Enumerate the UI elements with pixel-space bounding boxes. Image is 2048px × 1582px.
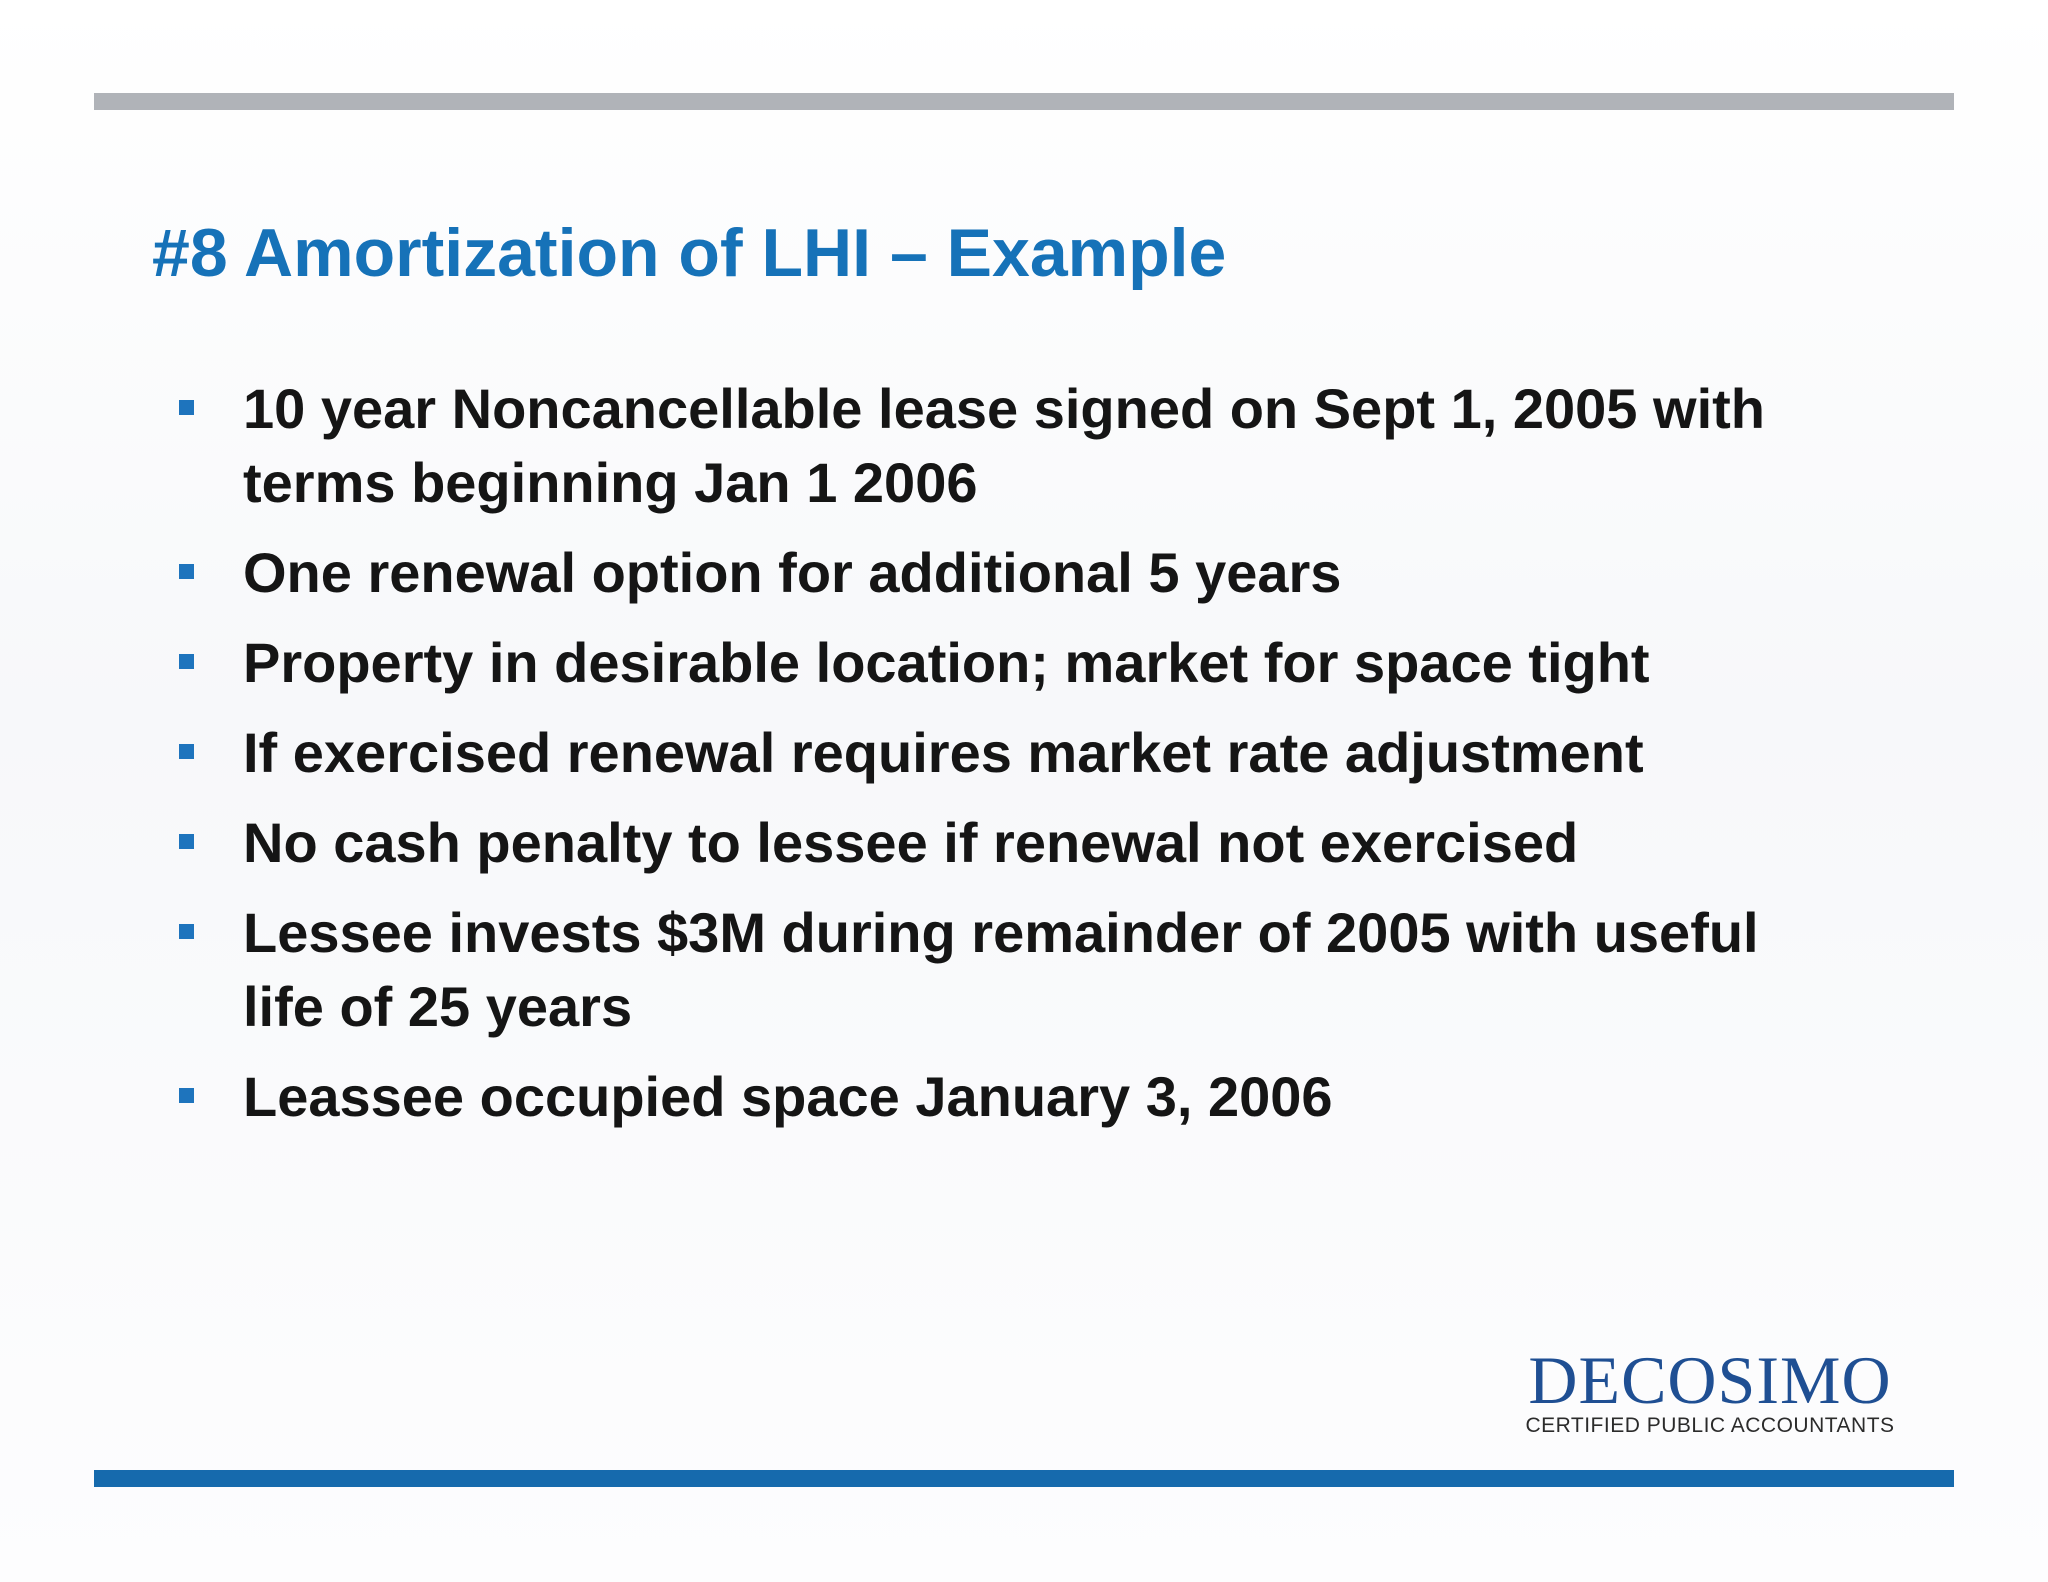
company-logo (1520, 1344, 1900, 1438)
top-divider (94, 93, 1954, 110)
square-bullet-icon (179, 834, 194, 849)
bullet-item (178, 626, 1828, 700)
bullet-text: Property in desirable location; market for space tight (243, 631, 1650, 694)
bullet-item (178, 536, 1828, 610)
bullet-text: Lessee invests $3M during remainder of 2005 with useful life of 25 years (243, 901, 1759, 1038)
logo-wordmark: DECOSIMO (1528, 1342, 1892, 1418)
bullet-text: If exercised renewal requires market rate adjustment (243, 721, 1644, 784)
bullet-text: One renewal option for additional 5 years (243, 541, 1342, 604)
square-bullet-icon (179, 924, 194, 939)
bullet-item (178, 716, 1828, 790)
logo-tagline: CERTIFIED PUBLIC ACCOUNTANTS (1525, 1414, 1895, 1437)
bullet-text: Leassee occupied space January 3, 2006 (243, 1065, 1333, 1128)
square-bullet-icon (179, 744, 194, 759)
bullet-item (178, 372, 1828, 520)
square-bullet-icon (179, 654, 194, 669)
square-bullet-icon (179, 1088, 194, 1103)
bullet-text: 10 year Noncancellable lease signed on Sept 1, 2005 with terms beginning Jan 1 2006 (243, 377, 1765, 514)
slide-title: #8 Amortization of LHI – Example (152, 215, 1227, 291)
bullet-text: No cash penalty to lessee if renewal not exercised (243, 811, 1579, 874)
bottom-divider (94, 1470, 1954, 1487)
bullet-item (178, 1060, 1828, 1134)
bullet-item (178, 806, 1828, 880)
square-bullet-icon (179, 400, 194, 415)
bullet-item (178, 896, 1828, 1044)
square-bullet-icon (179, 564, 194, 579)
bullet-list (178, 372, 1828, 1150)
